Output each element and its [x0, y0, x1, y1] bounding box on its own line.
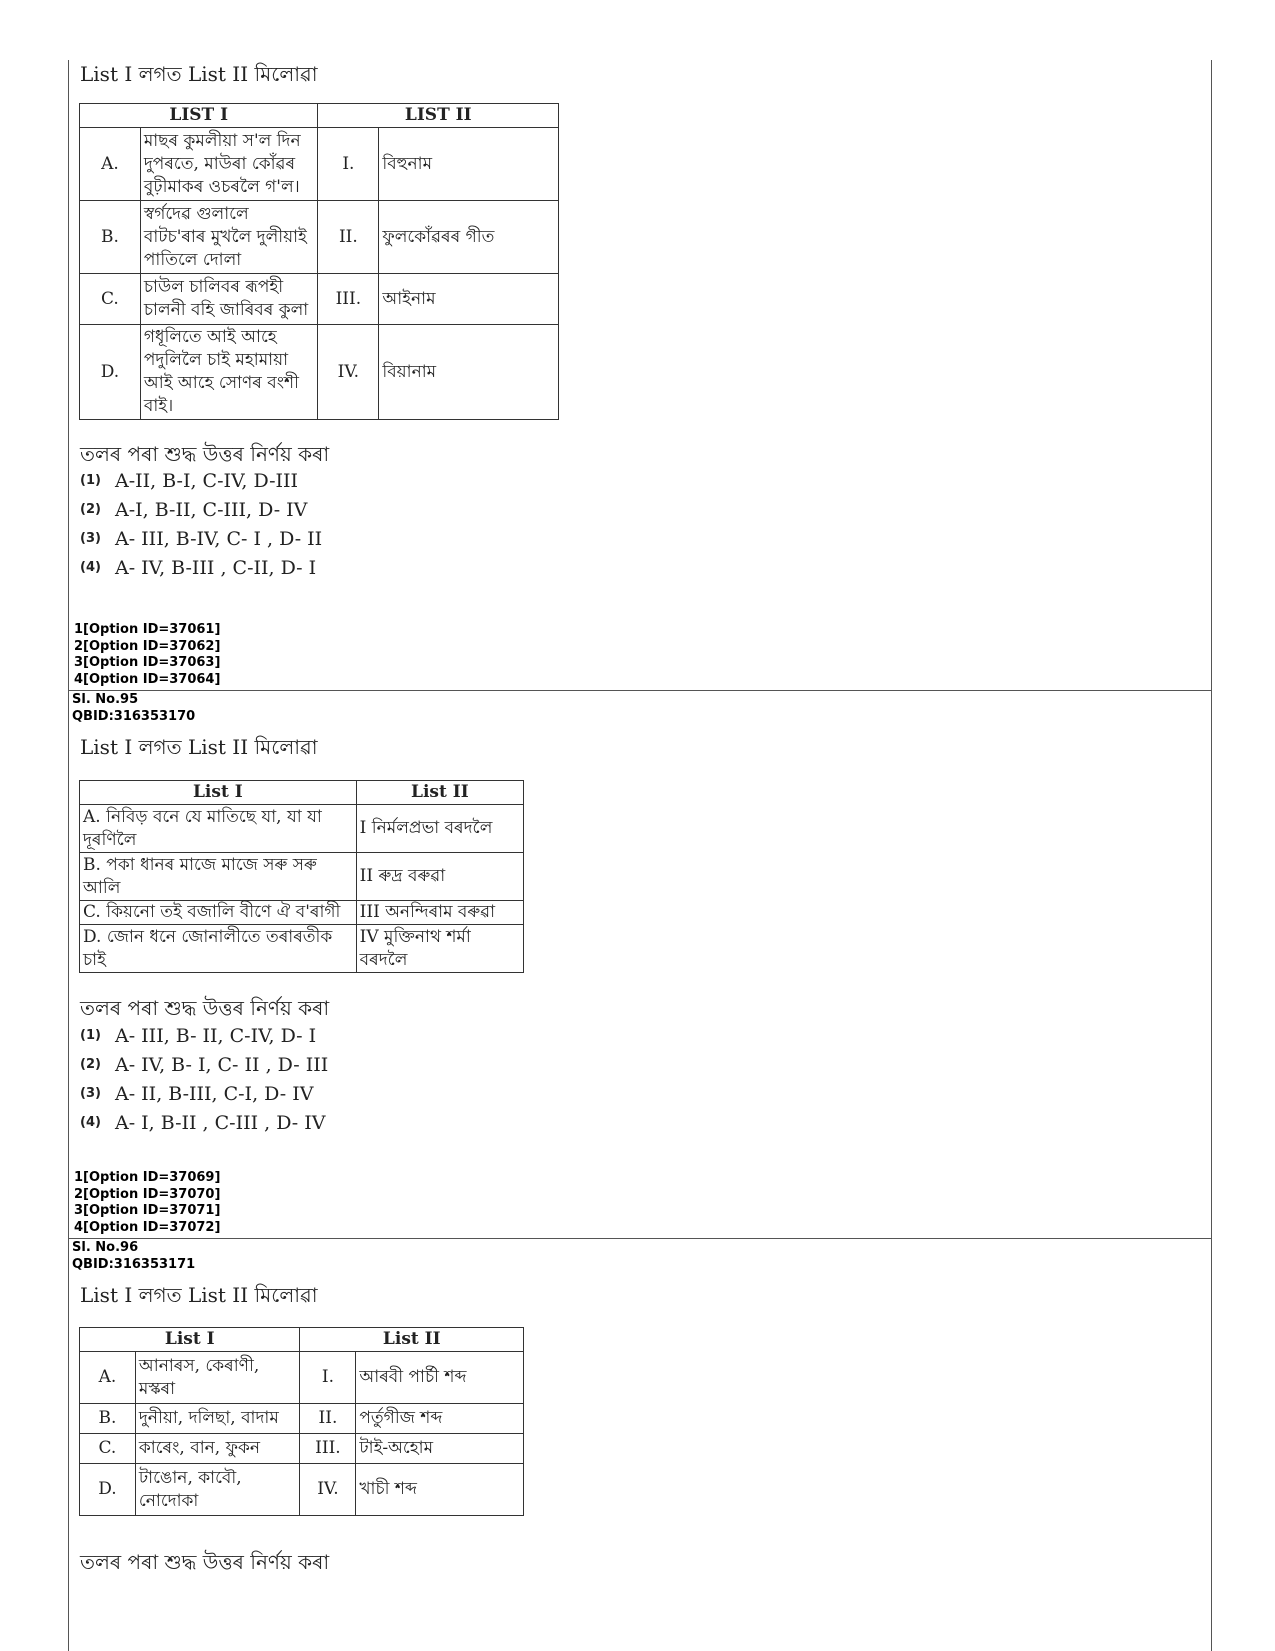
table-row: D. টাঙোন, কাবৌ, নোদোকা IV. খাচী শব্দ [80, 1464, 524, 1516]
q94-prompt: তলৰ পৰা শুদ্ধ উত্তৰ নিৰ্ণয় কৰা [80, 442, 330, 466]
question-divider [68, 1238, 1211, 1239]
serial-number: Sl. No.95 [72, 692, 139, 707]
option-4[interactable]: (4) A- IV, B-III , C-II, D- I [80, 556, 317, 579]
serial-number: Sl. No.96 [72, 1240, 139, 1255]
table-header: LIST II [318, 104, 559, 128]
qbid: QBID:316353171 [72, 1256, 196, 1272]
option-4[interactable]: (4) A- I, B-II , C-III , D- IV [80, 1111, 326, 1134]
q95-match-table [79, 780, 524, 973]
table-header: List II [300, 1328, 524, 1352]
q95-meta [72, 692, 1206, 725]
table-header: LIST I [80, 104, 318, 128]
table-header: List I [80, 781, 357, 805]
table-row: B. দুনীয়া, দলিছা, বাদাম II. পৰ্তুগীজ শব্দ [80, 1404, 524, 1434]
table-row: B. স্বৰ্গদেৱ গুলালে বাটচ'ৰাৰ মুখলৈ দুলীয়াই পাতিলে দোলা II. ফুলকোঁৱৰৰ গীত [80, 201, 559, 274]
table-row: A. নিবিড় বনে যে মাতিছে যা, যা যা দূৰণিলৈ I নিৰ্মলপ্ৰভা বৰদলৈ [80, 805, 524, 853]
table-row: D. জোন ধনে জোনালীতে তৰাৰতীক চাই IV মুক্তিনাথ শৰ্মা বৰদলৈ [80, 925, 524, 973]
table-row: D. গধূলিতে আই আহে পদুলিলৈ চাই মহামায়া আই আহে সোণৰ বংশী বাই। IV. বিয়ানাম [80, 325, 559, 420]
table-row: C. চাউল চালিবৰ ৰূপহী চালনী বহি জাৰিবৰ কুলা III. আইনাম [80, 274, 559, 325]
q94-match-table [79, 103, 559, 420]
q96-heading: List I লগত List II মিলোৱা [80, 1283, 318, 1307]
q95-option-ids: 1[Option ID=37069] 2[Option ID=37070] 3[Option ID=37071] 4[Option ID=37072] [74, 1170, 221, 1235]
q96-meta [72, 1240, 1206, 1273]
table-row: B. পকা ধানৰ মাজে মাজে সৰু সৰু আলি II ৰুদ্ৰ বৰুৱা [80, 853, 524, 901]
table-row: C. কাৰেং, বান, ফুকন III. টাই-অহোম [80, 1434, 524, 1464]
option-2[interactable]: (2) A- IV, B- I, C- II , D- III [80, 1053, 329, 1076]
question-divider [68, 690, 1211, 691]
option-3[interactable]: (3) A- III, B-IV, C- I , D- II [80, 527, 323, 550]
q96-prompt: তলৰ পৰা শুদ্ধ উত্তৰ নিৰ্ণয় কৰা [80, 1550, 330, 1574]
q94-heading: List I লগত List II মিলোৱা [80, 62, 318, 86]
q94-option-ids: 1[Option ID=37061] 2[Option ID=37062] 3[Option ID=37063] 4[Option ID=37064] [74, 622, 221, 687]
q96-match-table [79, 1327, 524, 1516]
option-1[interactable]: (1) A-II, B-I, C-IV, D-III [80, 469, 299, 492]
table-header: List II [356, 781, 523, 805]
option-1[interactable]: (1) A- III, B- II, C-IV, D- I [80, 1024, 317, 1047]
table-row: C. কিয়নো তই বজালি বীণে ঐ ব'ৰাগী III অনন্দিৰাম বৰুৱা [80, 901, 524, 925]
q94-options [80, 466, 322, 582]
option-3[interactable]: (3) A- II, B-III, C-I, D- IV [80, 1082, 314, 1105]
qbid: QBID:316353170 [72, 708, 196, 724]
option-2[interactable]: (2) A-I, B-II, C-III, D- IV [80, 498, 308, 521]
table-row: A. আনাৰস, কেৰাণী, মস্কৰা I. আৰবী পাৰ্চী শব্দ [80, 1352, 524, 1404]
q95-heading: List I লগত List II মিলোৱা [80, 735, 318, 759]
table-header: List I [80, 1328, 300, 1352]
q95-prompt: তলৰ পৰা শুদ্ধ উত্তৰ নিৰ্ণয় কৰা [80, 996, 330, 1020]
q95-options [80, 1021, 328, 1137]
table-row: A. মাছৰ কুমলীয়া স'ল দিন দুপৰতে, মাউৰা কোঁৱৰ বুঢ়ীমাকৰ ওচৰলৈ গ'ল। I. বিহুনাম [80, 128, 559, 201]
